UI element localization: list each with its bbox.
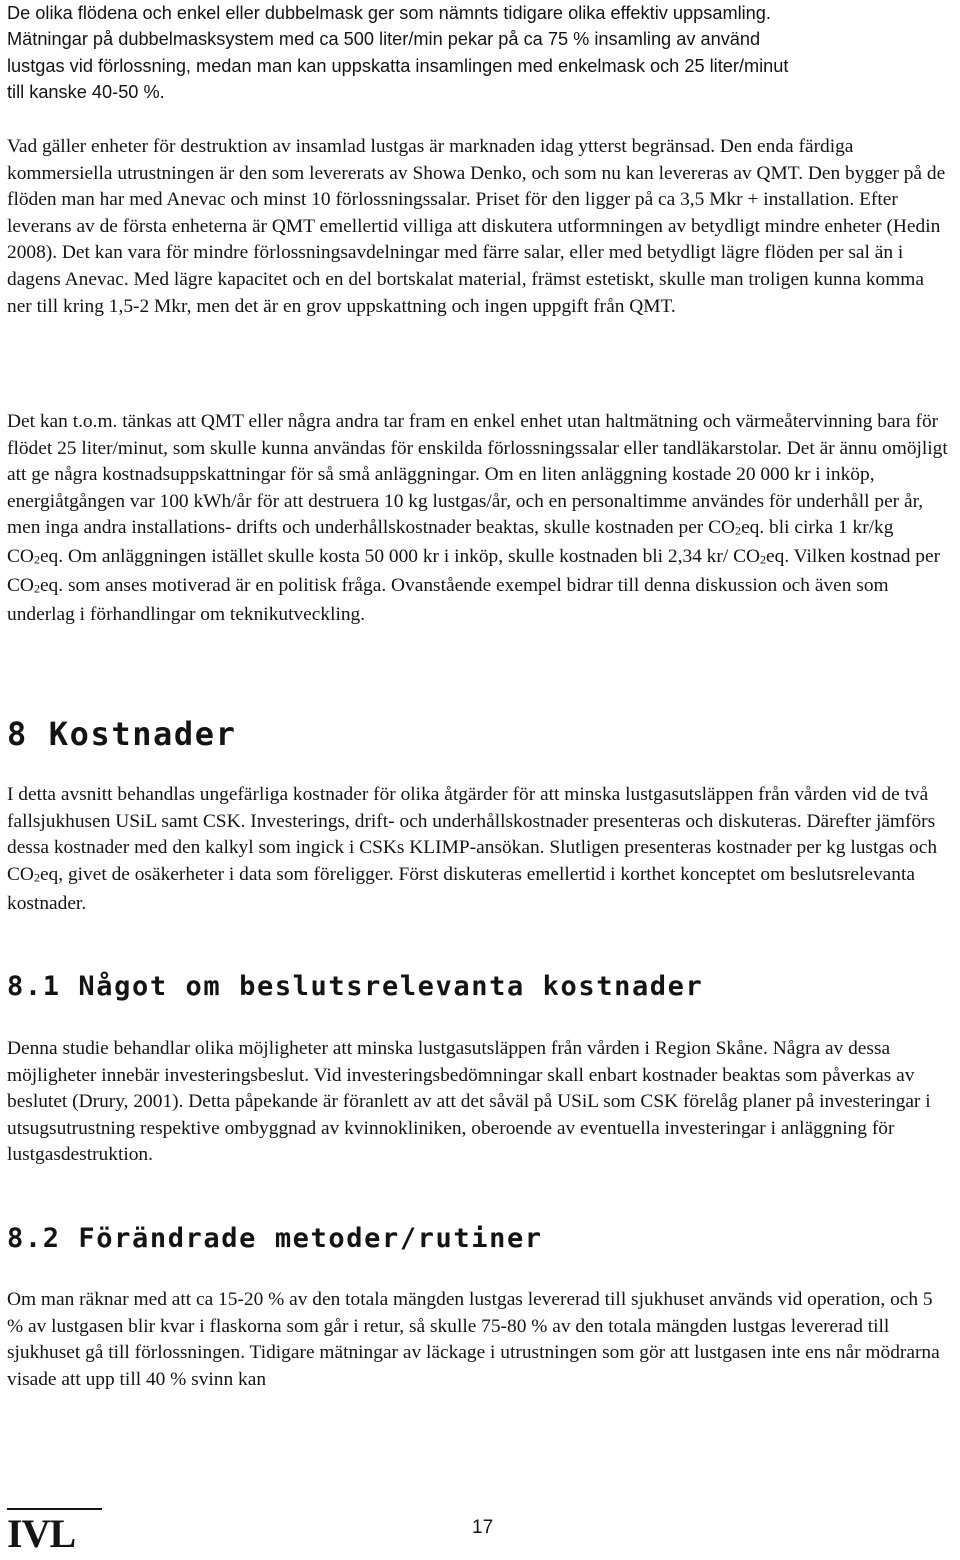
section-heading-8-2: 8.2 Förändrade metoder/rutiner <box>7 1223 543 1254</box>
subscript: 2 <box>33 870 40 885</box>
text-line: Mätningar på dubbelmasksystem med ca 500 liter/min pekar på ca 75 % insamling av använd <box>7 29 761 50</box>
paragraph-text: Denna studie behandlar olika möjligheter att minska lustgasutsläppen från vården i Region Skåne. Några av dessa möjligheter innebär investeringsbeslut. Vid investeringsbedömningar skall enbart kostnader beaktas som påverkas av beslutet (Drury, 2001). Detta påpekande är föranlett av att det såväl på USiL som CSK förelåg planer på investeringar i utsugsutrustning respektive ombyggnad av kvinnokliniken, oberoende av eventuella investeringar i anläggning för lustgasdestruktion. <box>7 1038 931 1166</box>
subscript: 2 <box>760 552 767 567</box>
subscript: 2 <box>735 523 742 538</box>
subscript: 2 <box>33 552 40 567</box>
text-segment: eq. Om anläggningen istället skulle kosta 50 000 kr i inköp, skulle kostnaden bli 2,34 kr/ CO <box>39 546 761 568</box>
paragraph-text: Vad gäller enheter för destruktion av insamlad lustgas är marknaden idag ytterst begränsad. Den enda färdiga kommersiella utrustningen är den som levererats av Showa Denko, och som nu kan levereras av QMT. Den bygger på de flöden man har med Anevac och minst 10 förlossningssalar. Priset för den ligger på ca 3,5 Mkr + installation. Efter leverans av de första enheterna är QMT emellertid villiga att diskutera utformningen av betydligt mindre enheter (Hedin 2008). Det kan vara för mindre förlossningsavdelningar med färre salar, eller med betydligt lägre flöden per sal än i dagens Anevac. Med lägre kapacitet och en del bortskalat material, främst estetiskt, skulle man troligen kunna komma ner till kring 1,5-2 Mkr, men det är en grov uppskattning och ingen uppgift från QMT. <box>7 136 946 317</box>
paragraph-text: Om man räknar med att ca 15-20 % av den totala mängden lustgas levererad till sjukhuset används vid operation, och 5 % av lustgasen blir kvar i flaskorna som går i retur, så skulle 75-80 % av den totala mängden lustgas levererad till sjukhuset gå till förlossningen. Tidigare mätningar av läckage i utrustningen som gör att lustgasen inte ens når mödrarna visade att upp till 40 % svinn kan <box>7 1289 940 1390</box>
paragraph-destruction-units <box>7 134 953 320</box>
paragraph-section-8-1 <box>7 1036 953 1169</box>
text-segment: eq, givet de osäkerheter i data som föreligger. Först diskuteras emellertid i korthet konceptet om beslutsrelevanta kostnader. <box>7 863 915 914</box>
text-line: till kanske 40-50 %. <box>7 82 165 103</box>
text-segment: eq. Vilken kostnad per CO <box>7 546 941 597</box>
text-line: De olika flödena och enkel eller dubbelmask ger som nämnts tidigare olika effektiv uppsamling. <box>7 3 771 23</box>
footer-rule <box>7 1508 102 1510</box>
paragraph-flow-measurements <box>7 0 953 106</box>
text-segment: eq. bli cirka 1 kr/kg CO <box>7 517 894 568</box>
page-number: 17 <box>472 1517 494 1538</box>
paragraph-section-8 <box>7 782 953 917</box>
text-segment: eq. som anses motiverad är en politisk fråga. Ovanstående exempel bidrar till denna diskussion och även som underlag i förhandlingar om teknikutveckling. <box>7 575 889 626</box>
text-segment: Det kan t.o.m. tänkas att QMT eller några andra tar fram en enkel enhet utan haltmätning och värmeåtervinning bara för flödet 25 liter/minut, som skulle kunna användas för enskilda förlossningssalar eller tandläkarstolar. Det är ännu omöjligt att ge några kostnadsuppskattningar för så små anläggningar. Om en liten anläggning kostade 20 000 kr i inköp, energiåtgången var 100 kWh/år för att destruera 10 kg lustgas/år, och en personaltimme användes för underhåll per år, men inga andra installations- drifts och underhållskostnader beaktas, skulle kostnaden per CO <box>7 411 948 539</box>
paragraph-section-8-2 <box>7 1287 953 1393</box>
paragraph-small-units <box>7 409 953 629</box>
section-heading-8-1: 8.1 Något om beslutsrelevanta kostnader <box>7 971 704 1002</box>
subscript: 2 <box>33 581 40 596</box>
section-heading-8: 8 Kostnader <box>7 715 237 753</box>
text-segment: I detta avsnitt behandlas ungefärliga kostnader för olika åtgärder för att minska lustgasutsläppen från vården vid de två fallsjukhusen USiL samt CSK. Investerings, drift- och underhållskostnader presenteras och diskuteras. Därefter jämförs dessa kostnader med den kalkyl som ingick i CSKs KLIMP-ansökan. Slutligen presenteras kostnader per kg lustgas och CO <box>7 784 938 885</box>
ivl-logo: IVL <box>7 1511 76 1556</box>
text-line: lustgas vid förlossning, medan man kan uppskatta insamlingen med enkelmask och 25 liter/minut <box>7 55 789 76</box>
